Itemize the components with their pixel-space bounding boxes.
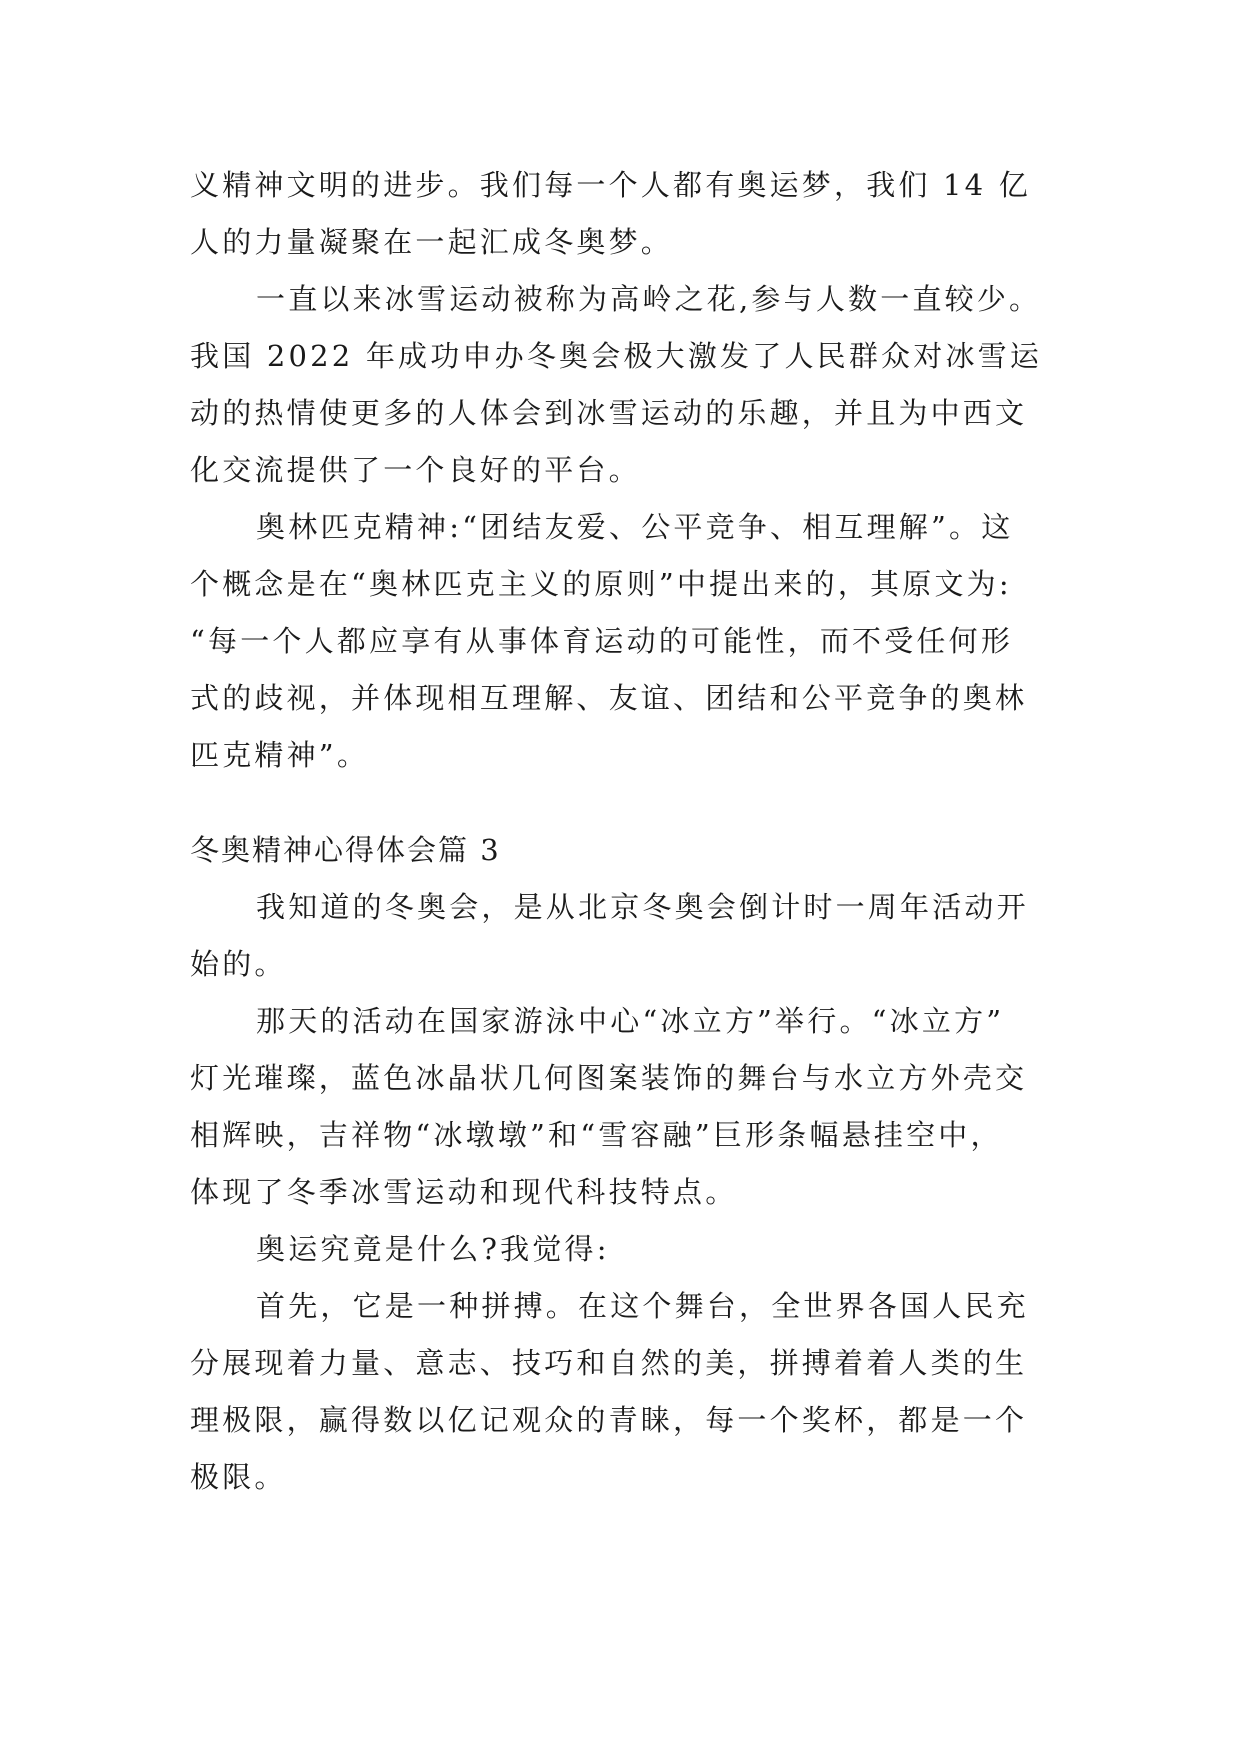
text-line: 我知道的冬奥会，是从北京冬奥会倒计时一周年活动开 <box>256 890 1029 924</box>
text-line: 动的热情使更多的人体会到冰雪运动的乐趣，并且为中西文 <box>190 396 1028 430</box>
text-line: 我国 2022 年成功申办冬奥会极大激发了人民群众对冰雪运 <box>190 339 1043 373</box>
section-heading: 冬奥精神心得体会篇 3 <box>190 833 501 867</box>
text-line: 分展现着力量、意志、技巧和自然的美，拼搏着着人类的生 <box>190 1346 1028 1380</box>
text-line: 始的。 <box>190 947 287 981</box>
text-line: 匹克精神”。 <box>190 738 370 772</box>
text-line: 极限。 <box>190 1460 287 1494</box>
text-line: 相辉映，吉祥物“冰墩墩”和“雪容融”巨形条幅悬挂空中， <box>190 1118 1003 1152</box>
text-line: “每一个人都应享有从事体育运动的可能性，而不受任何形 <box>190 624 1014 658</box>
text-line: 奥林匹克精神:“团结友爱、公平竞争、相互理解”。这 <box>256 510 1014 544</box>
text-line: 化交流提供了一个良好的平台。 <box>190 453 641 487</box>
text-line: 体现了冬季冰雪运动和现代科技特点。 <box>190 1175 738 1209</box>
text-line: 一直以来冰雪运动被称为高岭之花,参与人数一直较少。 <box>256 282 1042 316</box>
text-line: 式的歧视，并体现相互理解、友谊、团结和公平竞争的奥林 <box>190 681 1028 715</box>
text-line: 义精神文明的进步。我们每一个人都有奥运梦，我们 14 亿 <box>190 168 1031 202</box>
text-line: 个概念是在“奥林匹克主义的原则”中提出来的，其原文为: <box>190 567 1012 601</box>
text-line: 灯光璀璨，蓝色冰晶状几何图案装饰的舞台与水立方外壳交 <box>190 1061 1028 1095</box>
text-line: 那天的活动在国家游泳中心“冰立方”举行。“冰立方” <box>256 1004 1005 1038</box>
text-line: 理极限，赢得数以亿记观众的青睐，每一个奖杯，都是一个 <box>190 1403 1028 1437</box>
text-line: 奥运究竟是什么?我觉得: <box>256 1232 610 1266</box>
text-line: 首先，它是一种拼搏。在这个舞台，全世界各国人民充 <box>256 1289 1029 1323</box>
text-line: 人的力量凝聚在一起汇成冬奥梦。 <box>190 225 674 259</box>
